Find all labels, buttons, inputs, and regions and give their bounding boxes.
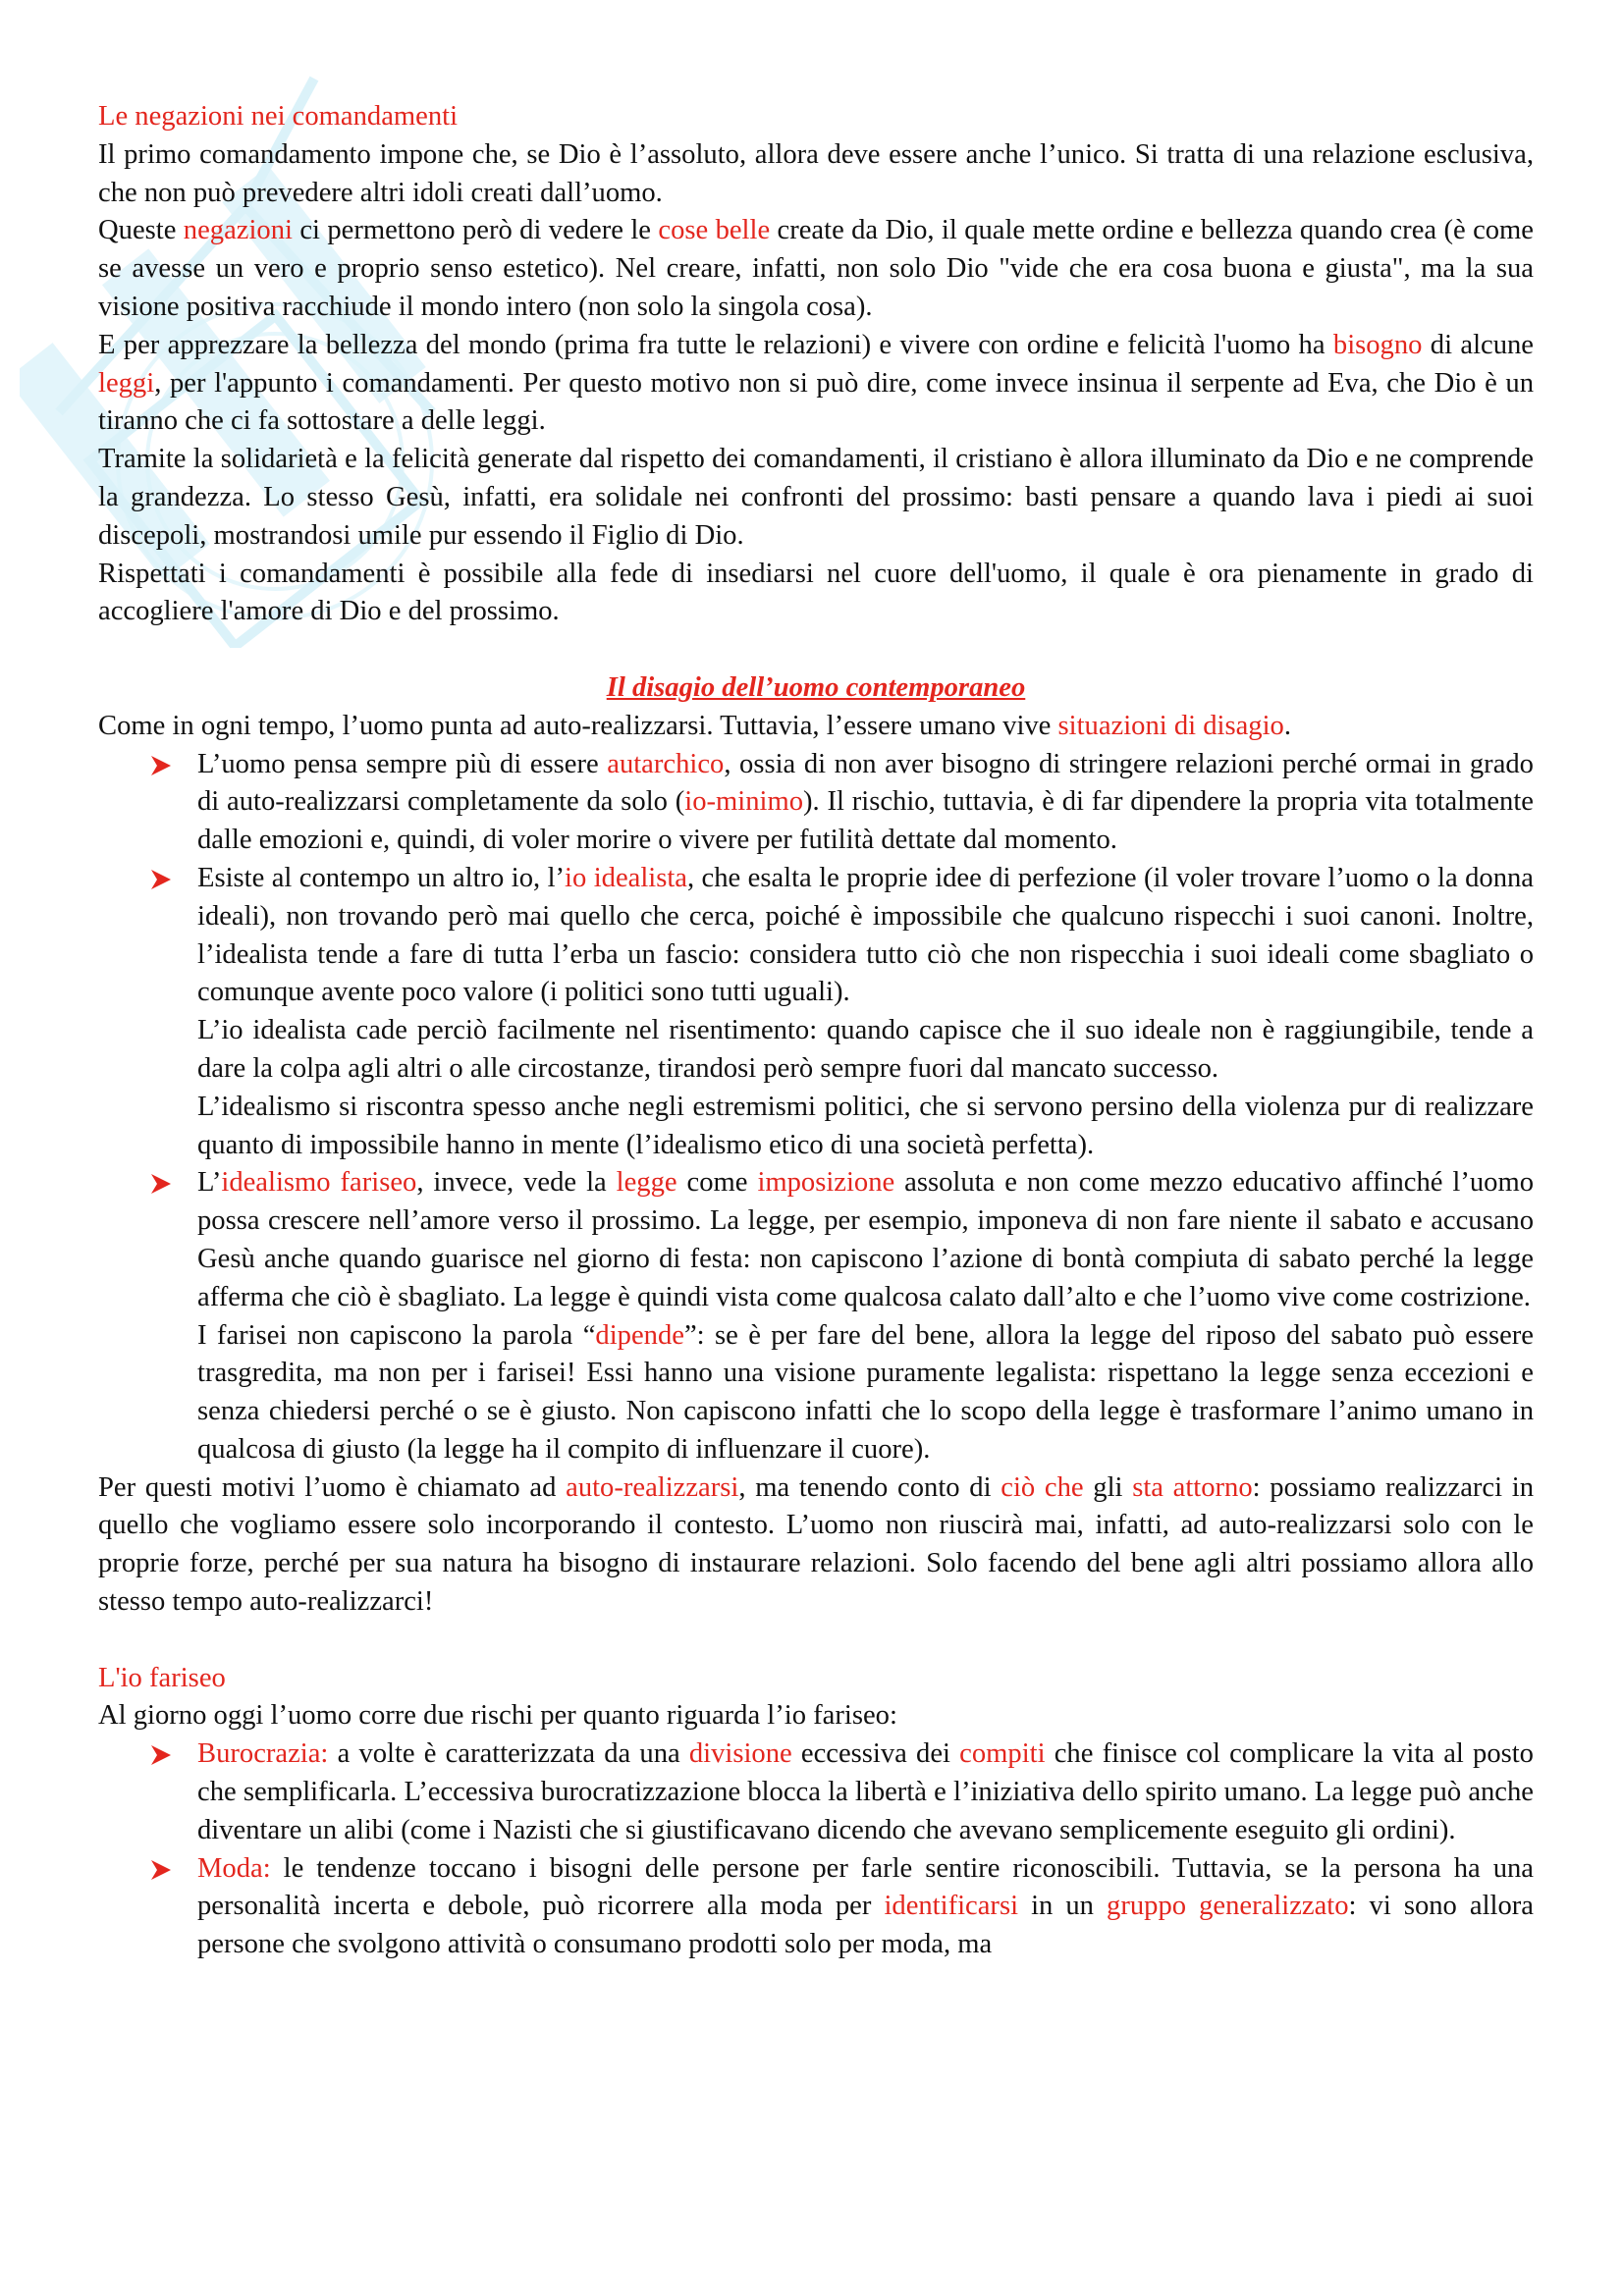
section-title-disagio: Il disagio dell’uomo contemporaneo <box>606 671 1026 703</box>
arrow-bullet-icon <box>150 1744 172 1766</box>
highlight-term: bisogno <box>1332 329 1423 360</box>
arrow-bullet-icon <box>150 1859 172 1881</box>
highlight-term: compiti <box>959 1738 1046 1770</box>
list-item: Burocrazia: a volte è caratterizzata da una divisione eccessiva dei compiti che finisce col complicare la vita al posto che semplificarla. L’eccessiva burocratizzazione blocca la libertà e l’iniziativa dello spirito umano. La legge può anche diventare un alibi (come i Nazisti che si giustificavano dicendo che avevano semplicemente eseguito gli ordini). <box>197 1735 1534 1849</box>
paragraph: I farisei non capiscono la parola “dipende”: se è per fare del bene, allora la legge del riposo del sabato può essere trasgredita, ma non per i farisei! Essi hanno una visione puramente legalista: rispettano la legge senza eccezioni e senza chiedersi perché o se è giusto. Non capiscono infatti che lo scopo della legge è trasformare l’animo umano in qualcosa di giusto (la legge ha il compito di influenzare il cuore). <box>197 1319 1534 1465</box>
paragraph: Tramite la solidarietà e la felicità generate dal rispetto dei comandamenti, il cristiano è allora illuminato da Dio e ne comprende la grandezza. Lo stesso Gesù, infatti, era solidale nei confronti del prossimo: basti pensare a quando lava i piedi ai suoi discepoli, mostrandosi umile pur essendo il Figlio di Dio. <box>98 444 1534 551</box>
highlight-term: ciò che <box>1001 1471 1084 1503</box>
highlight-term: autarchico <box>607 748 725 779</box>
paragraph: Rispettati i comandamenti è possibile alla fede di insediarsi nel cuore dell'uomo, il quale è ora pienamente in grado di accogliere l'amore di Dio e del prossimo. <box>98 558 1534 627</box>
highlight-term: cose belle <box>658 215 771 246</box>
bullet-list-io-fariseo <box>98 1735 1534 1964</box>
highlight-term: idealismo fariseo <box>221 1167 417 1199</box>
arrow-bullet-icon <box>150 755 172 776</box>
highlight-term: auto-realizzarsi <box>566 1471 739 1503</box>
list-item: Moda: le tendenze toccano i bisogni delle persone per farle sentire riconoscibili. Tuttavia, se la persona ha una personalità incerta e debole, può ricorrere alla moda per identificarsi in un gruppo generalizzato: vi sono allora persone che svolgono attività o consumano prodotti solo per moda, ma <box>197 1850 1534 1964</box>
bullet-list-disagio <box>98 746 1534 1469</box>
highlight-term: negazioni <box>183 215 293 246</box>
paragraph: Al giorno oggi l’uomo corre due rischi per quanto riguarda l’io fariseo: <box>98 1700 897 1732</box>
highlight-term: situazioni di disagio <box>1057 710 1284 741</box>
highlight-term: io idealista <box>565 862 687 893</box>
paragraph: Il primo comandamento impone che, se Dio è l’assoluto, allora deve essere anche l’unico. Si tratta di una relazione esclusiva, che non può prevedere altri idoli creati dall’uomo. <box>98 138 1534 208</box>
highlight-term: Moda: <box>197 1852 271 1884</box>
list-item: L’idealismo fariseo, invece, vede la legge come imposizione assoluta e non come mezzo educativo affinché l’uomo possa crescere nell’amore verso il prossimo. La legge, per esempio, imponeva di non fare niente il sabato e accusano Gesù anche quando guarisce nel giorno di festa: non capiscono l’azione di bontà compiuta di sabato perché la legge afferma che ciò è sbagliato. La legge è quindi vista come qualcosa calato dall’alto e che l’uomo vive come costrizione. I farisei non capiscono la parola “dipende”: se è per fare del bene, allora la legge del riposo del sabato può essere trasgredita, ma non per i farisei! Essi hanno una visione puramente legalista: rispettano la legge senza eccezioni e senza chiedersi perché o se è giusto. Non capiscono infatti che lo scopo della legge è trasformare l’animo umano in qualcosa di giusto (la legge ha il compito di influenzare il cuore). <box>197 1164 1534 1468</box>
highlight-term: gruppo generalizzato <box>1107 1891 1349 1922</box>
highlight-term: leggi <box>98 367 155 399</box>
section-title-io-fariseo: L'io fariseo <box>98 1662 226 1693</box>
highlight-term: Burocrazia: <box>197 1738 329 1770</box>
list-item: Esiste al contempo un altro io, l’io idealista, che esalta le proprie idee di perfezione (il voler trovare l’uomo o la donna ideali), non trovando però mai quello che cerca, poiché è impossibile che qualcuno rispecchi i suoi canoni. Inoltre, l’idealista tende a fare di tutta l’erba un fascio: considera tutto ciò che non rispecchia i suoi ideali come sbagliato o comunque avente poco valore (i politici sono tutti uguali). L’io idealista cade perciò facilmente nel risentimento: quando capisce che il suo ideale non è raggiungibile, tende a dare la colpa agli altri o alle circostanze, tirandosi però sempre fuori dal mancato successo. L’idealismo si riscontra spesso anche negli estremismi politici, che si servono persino della violenza pur di realizzare quanto di impossibile hanno in mente (l’idealismo etico di una società perfetta). <box>197 860 1534 1164</box>
highlight-term: dipende <box>595 1319 684 1351</box>
arrow-bullet-icon <box>150 1173 172 1195</box>
paragraph: Per questi motivi l’uomo è chiamato ad auto-realizzarsi, ma tenendo conto di ciò che gli sta attorno: possiamo realizzarci in quello che vogliamo essere solo incorporando il contesto. L’uomo non riuscirà mai, infatti, ad auto-realizzarsi solo con le proprie forze, perché per sua natura ha bisogno di instaurare relazioni. Solo facendo del bene agli altri possiamo allora allo stesso tempo auto-realizzarci! <box>98 1471 1535 1618</box>
paragraph: Come in ogni tempo, l’uomo punta ad auto-realizzarsi. Tuttavia, l’essere umano vive situazioni di disagio. <box>98 710 1292 741</box>
document-content <box>98 98 1534 1964</box>
arrow-bullet-icon <box>150 869 172 890</box>
highlight-term: divisione <box>688 1738 792 1770</box>
paragraph: Queste negazioni ci permettono però di vedere le cose belle create da Dio, il quale mette ordine e bellezza quando crea (è come se avesse un vero e proprio senso estetico). Nel creare, infatti, non solo Dio "vide che era cosa buona e giusta", ma la sua visione positiva racchiude il mondo intero (non solo la singola cosa). <box>98 215 1534 322</box>
list-item: L’uomo pensa sempre più di essere autarchico, ossia di non aver bisogno di stringere relazioni perché ormai in grado di auto-realizzarsi completamente da solo (io-minimo). Il rischio, tuttavia, è di far dipendere la propria vita totalmente dalle emozioni e, quindi, di voler morire o vivere per futilità dettate dal momento. <box>197 746 1534 860</box>
section-title-negazioni: Le negazioni nei comandamenti <box>98 101 459 132</box>
highlight-term: io-minimo <box>684 786 804 818</box>
highlight-term: identificarsi <box>884 1891 1019 1922</box>
highlight-term: legge <box>616 1167 677 1199</box>
paragraph: L’io idealista cade perciò facilmente nel risentimento: quando capisce che il suo ideale non è raggiungibile, tende a dare la colpa agli altri o alle circostanze, tirandosi però sempre fuori dal mancato successo. <box>197 1015 1534 1084</box>
paragraph: E per apprezzare la bellezza del mondo (prima fra tutte le relazioni) e vivere con ordine e felicità l'uomo ha bisogno di alcune leggi, per l'appunto i comandamenti. Per questo motivo non si può dire, come invece insinua il serpente ad Eva, che Dio è un tiranno che ci fa sottostare a delle leggi. <box>98 329 1534 437</box>
highlight-term: sta attorno <box>1132 1471 1253 1503</box>
paragraph: L’idealismo si riscontra spesso anche negli estremismi politici, che si servono persino della violenza pur di realizzare quanto di impossibile hanno in mente (l’idealismo etico di una società perfetta). <box>197 1091 1534 1160</box>
highlight-term: imposizione <box>757 1167 895 1199</box>
